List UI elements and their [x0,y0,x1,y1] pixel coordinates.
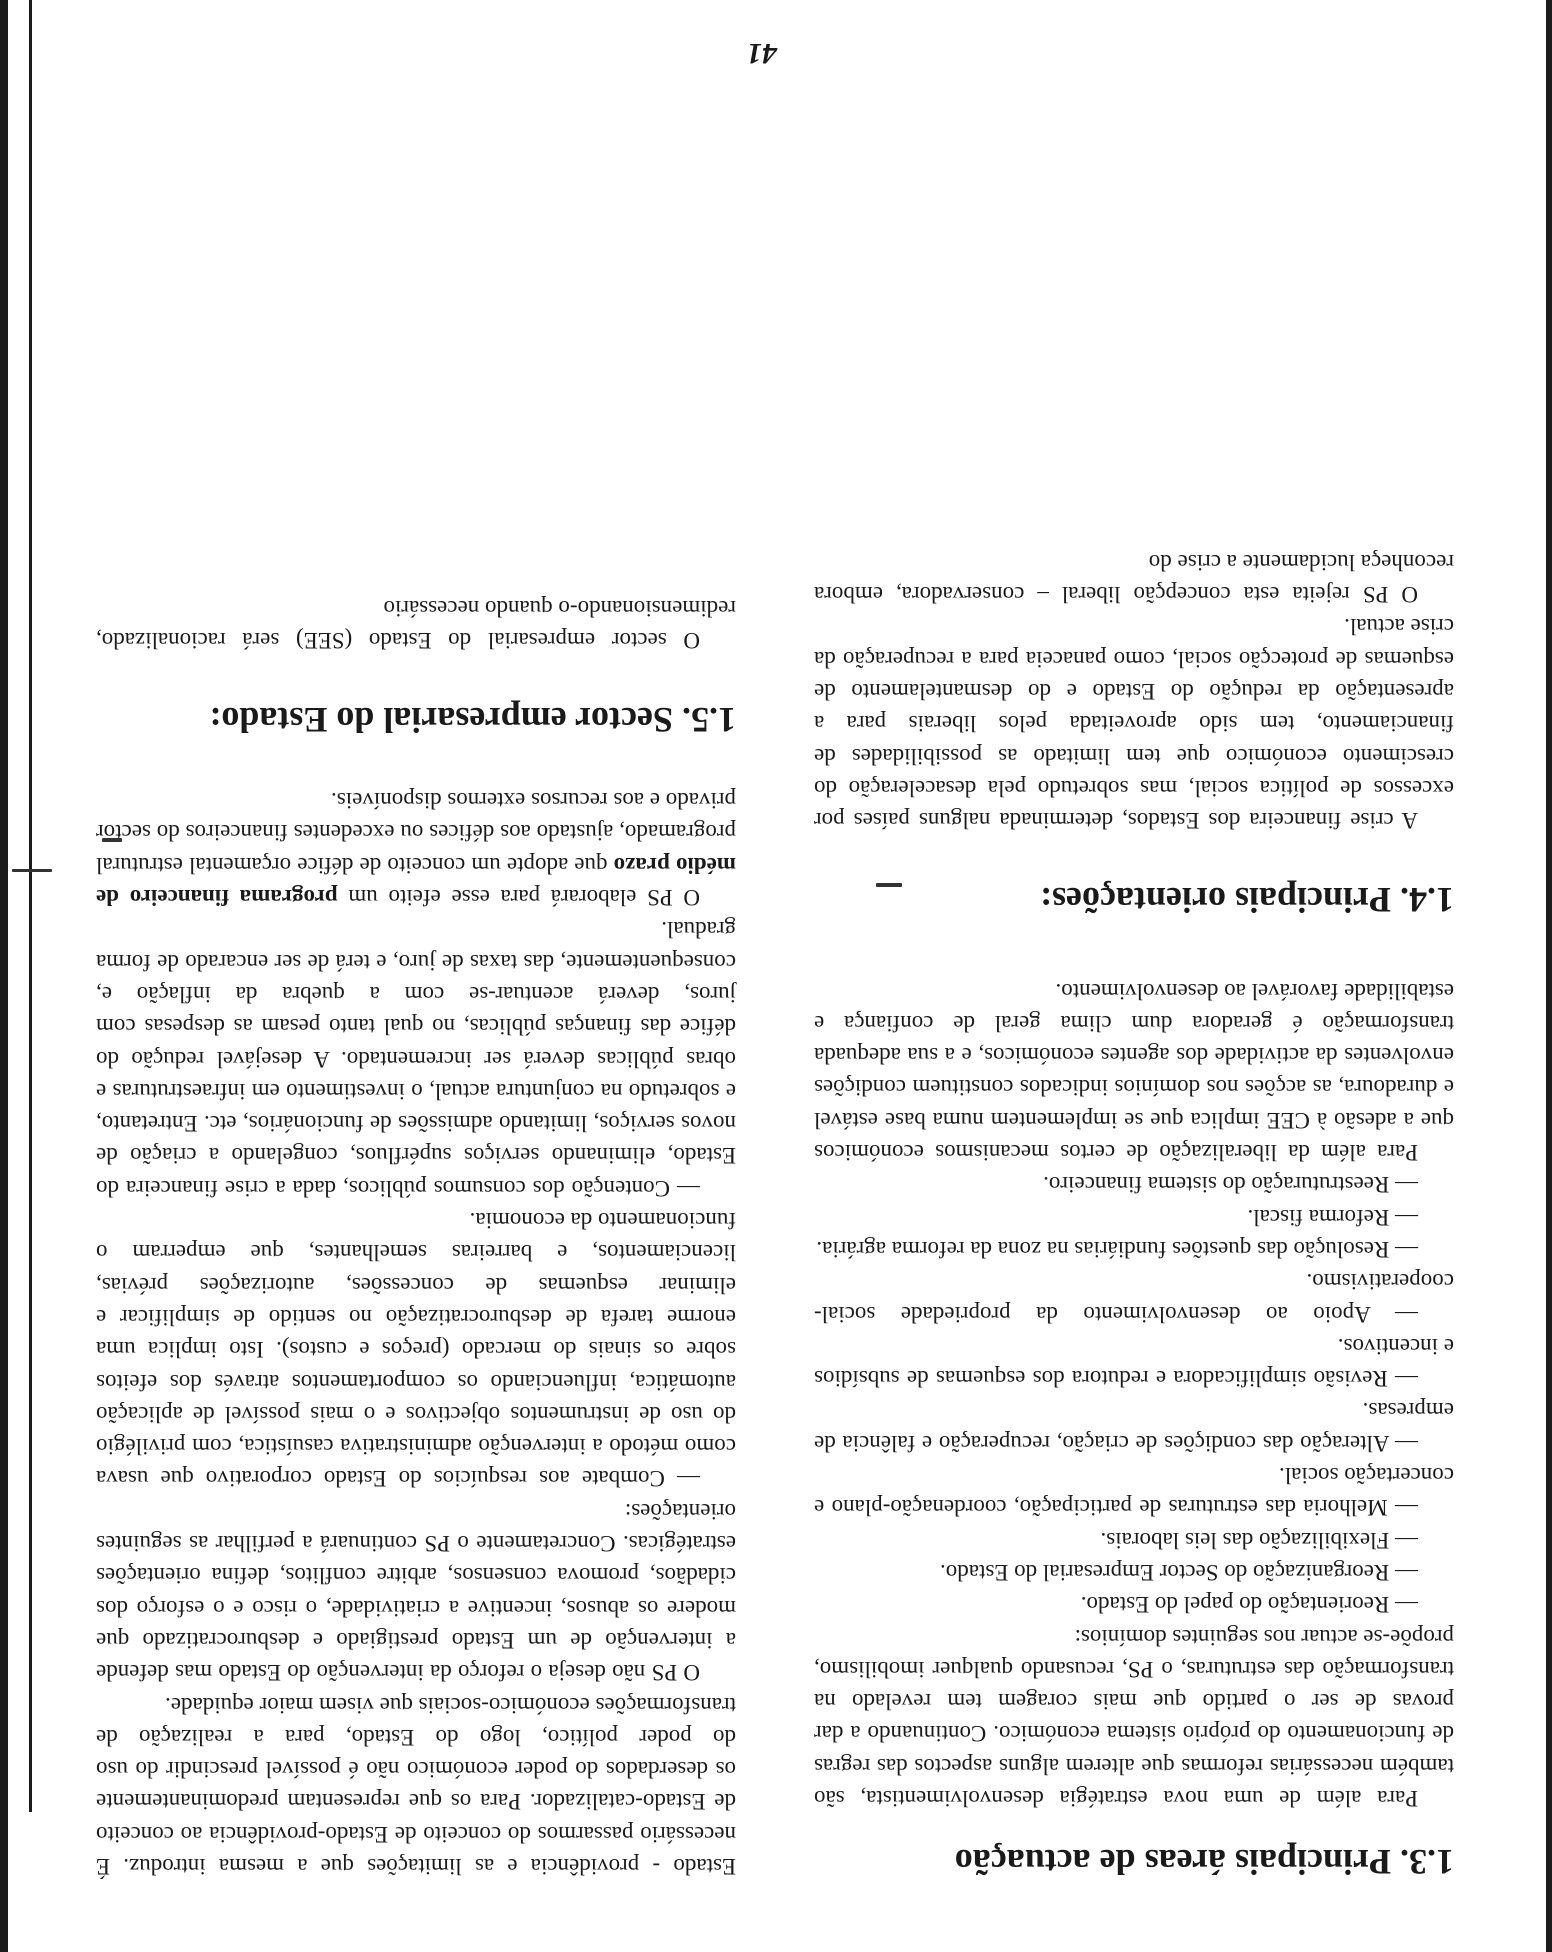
paragraph-combate: — Combate aos resquícios do Estado corporativo que usava como método a intervenção administrativa casuística, com privilégio do uso de instrumentos objectivos e o mais possível de aplicação automática, influenciando os comportamentos através dos efeitos sobre os sinais do mercado (preços e custos). Isto implica uma enorme tarefa de desburocratização no sentido de simplificar e eliminar esquemas de concessões, autorizações prévias, licenciamentos, e barreiras semelhantes, que emperram o funcionamento da economia. [96,1208,736,1492]
paragraph-estado-providencia: Estado - providência e as limitações que a mesma introduz. É necessário passarmos do conceito de Estado-providência ao conceito de Estado-catalizador. Para os que representam predominantemente os deserdados do poder económico não é possível prescindir do uso do poder político, logo do Estado, para a realização de transformações económico-sociais que visem maior equidade. [96,1692,736,1879]
text-run: que adopte um conceito de défice orçamental estrutural programado, ajustado aos défices ou excedentes financeiros do sector privado e aos recursos externos disponíveis. [96,788,736,878]
list-item: — Alteração das condições de criação, recuperação e falência de empresas. [814,1398,1454,1456]
paragraph-1-5: O sector empresarial do Estado (SEE) será racionalizado, redimensionando-o quando necessário [96,595,736,653]
scan-edge-right-line [29,0,32,1812]
list-item: — Reestruturação do sistema financeiro. [1043,1172,1418,1198]
scan-speck [12,869,52,872]
paragraph-1-3-intro: Para além de uma nova estratégia desenvolvimentista, são também necessárias reformas que alterem alguns aspectos das regras de funcionamento do próprio sistema económico. Continuando a dar provas de ser o partido que mais coragem tem revelado na transformação das estruturas, o PS, recusando qualquer imobilismo, propõe-se actuar nos seguintes domínios: [814,1624,1454,1811]
paragraph-programa-financeiro [96,784,736,913]
heading-1-5: 1.5. Sector empresarial do Estado: [209,699,736,740]
right-column [96,591,736,1882]
heading-1-3: 1.3. Principais áreas de actuação [954,1842,1454,1882]
paragraph-1-4-crise: A crise financeira dos Estados, determinada nalguns países por excessos de política social, mas sobretudo pela desaceleração do crescimento económico que tem limitado as possibilidades de financiamento, tem sido aproveitada pelos liberais para a apresentação da redução do Estado e do desmantelamento de esquemas de protecção social, como panaceia para a recuperação da crise actual. [814,614,1454,834]
list-item: — Apoio ao desenvolvimento da propriedade social-cooperativismo. [814,1269,1454,1327]
text-run: O PS elaborará para esse efeito um [337,885,700,911]
list-item: — Reorganização do Sector Empresarial do Estado. [940,1559,1418,1585]
bold-text: programa financeiro de médio prazo [96,852,736,911]
list-item: — Resolução das questões fundiárias na zona da reforma agrária. [816,1236,1418,1262]
list-item: — Melhoria das estruturas de participação, coordenação-plano e concertação social. [814,1463,1454,1521]
page-number: 41 [747,37,777,70]
paragraph-1-3-close: Para além da liberalização de certos mecanismos económicos que a adesão à CEE implica que se implementem numa base estável e duradoura, as acções nos domínios indicados constituem condições envolventes da actividade dos agentes económicos, e a sua adequada transformação é geradora dum clima geral de confiança e estabilidade favorável ao desenvolvimento. [814,978,1454,1166]
left-column [814,546,1454,1882]
paragraph-contencao: — Contenção dos consumos públicos, dada a crise financeira do Estado, eliminando serviços supérfluos, congelando a criação de novos serviços, limitando admissões de funcionários, etc. Entretanto, e sobretudo na conjuntura actual, o investimento em infraestruturas e obras públicas deverá ser incrementado. A desejável redução do défice das finanças públicas, no qual tanto pesam as despesas com juros, deverá acentuar-se com a quebra da inflação e, consequentemente, das taxas de juro, e terá de ser encarado de forma gradual. [96,917,736,1201]
heading-1-4: 1.4. Principais orientações: [1040,880,1454,921]
list-item: — Reforma fiscal. [1247,1204,1418,1230]
list-item: — Revisão simplificadora e redutora dos esquemas de subsídios e incentivos. [814,1333,1454,1392]
list-item: — Reorientação do papel do Estado. [1080,1592,1418,1618]
paragraph-ps-intervencao: O PS não deseja o reforço da intervenção do Estado mas defende a intervenção de um Estado prestigiado e desburocratizado que modere os abusos, incentive a criatividade, o risco e o esforço dos cidadãos, promova consensos, arbitre conflitos, defina orientações estratégicas. Concretamente o PS continuará a perfilhar as seguintes orientações: [96,1498,736,1686]
scan-edge-right [0,0,8,1952]
scan-edge-left [1546,0,1552,1952]
list-item: — Flexibilização das leis laborais. [1100,1527,1418,1553]
paragraph-1-4-ps: O PS rejeita esta concepção liberal – conservadora, embora reconheça lucidamente a crise do [814,549,1454,608]
